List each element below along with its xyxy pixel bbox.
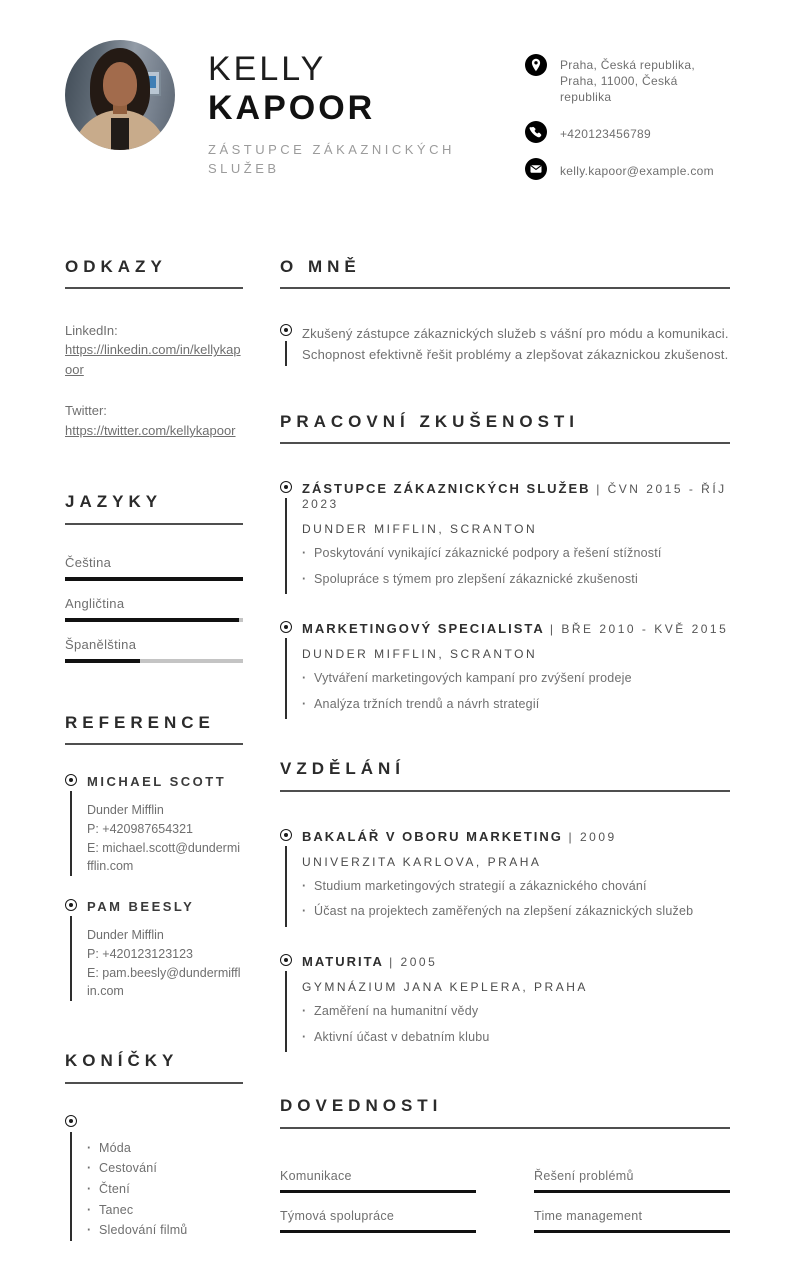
entry-marker — [280, 480, 302, 594]
entry-timeline — [70, 916, 72, 1001]
about-entry — [280, 323, 730, 366]
job-title: ZÁSTUPCE ZÁKAZNICKÝCH SLUŽEB — [208, 142, 455, 177]
section-languages — [65, 492, 243, 662]
profile-photo — [65, 40, 175, 150]
experience-bullet: · Vytváření marketingových kampaní pro zvýšení prodeje — [302, 668, 730, 689]
experience-dates: | ČVN 2015 - ŘÍJ 2023 — [302, 481, 727, 511]
references-body — [65, 773, 243, 1001]
experience-company: DUNDER MIFFLIN, SCRANTON — [302, 647, 538, 662]
skill-item: Komunikace — [280, 1169, 476, 1193]
contact-email-row — [525, 158, 730, 180]
education-bullet: · Účast na projektech zaměřených na zlepšení zákaznických služeb — [302, 901, 730, 922]
language-name: Angličtina — [65, 595, 125, 611]
reference-entry — [65, 773, 243, 876]
education-bullets — [302, 876, 730, 922]
entry-timeline — [285, 638, 287, 719]
linkedin-label: LinkedIn: — [65, 322, 118, 338]
reference-company: Dunder Mifflin — [87, 928, 164, 943]
experience-bullets — [302, 543, 730, 589]
circle-dot-icon — [280, 621, 292, 633]
experience-bullet: · Poskytování vynikající zákaznické podpory a řešení stížností — [302, 543, 730, 564]
languages-section-title: JAZYKY — [65, 492, 243, 524]
reference-phone: P: +420987654321 — [87, 821, 194, 836]
about-body — [280, 323, 730, 366]
header — [65, 40, 730, 195]
skill-item: Týmová spolupráce — [280, 1209, 476, 1233]
references-section-title: REFERENCE — [65, 713, 243, 745]
education-dates: | 2005 — [389, 955, 438, 970]
circle-dot-icon — [280, 829, 292, 841]
education-dates: | 2009 — [568, 829, 617, 844]
circle-dot-icon — [65, 774, 77, 786]
name-block — [208, 40, 470, 179]
education-degree-line — [302, 953, 730, 969]
reference-email: E: pam.beesly@dundermifflin.com — [87, 965, 241, 999]
education-content — [302, 828, 730, 927]
circle-dot-icon — [280, 481, 292, 493]
experience-dates: | BŘE 2010 - KVĚ 2015 — [549, 622, 729, 637]
section-references — [65, 713, 243, 1001]
language-name: Španělština — [65, 636, 137, 652]
entry-marker — [280, 323, 302, 366]
education-bullet: · Zaměření na humanitní vědy — [302, 1001, 730, 1022]
first-name: KELLY — [208, 50, 327, 88]
hobbies-section-title: KONÍČKY — [65, 1051, 243, 1083]
twitter-link[interactable]: https://twitter.com/kellykapoor — [65, 422, 236, 438]
education-bullet: · Aktivní účast v debatním klubu — [302, 1027, 730, 1048]
hobbies-list — [87, 1138, 243, 1241]
hobbies-content — [87, 1114, 243, 1241]
education-bullets — [302, 1001, 730, 1047]
language-bar-fill — [65, 618, 239, 622]
hobby-item: · Cestování — [87, 1158, 243, 1179]
phone-text: +420123456789 — [560, 126, 651, 141]
entry-marker — [65, 898, 87, 1001]
skill-item: Time management — [534, 1209, 730, 1233]
education-degree: MATURITA — [302, 954, 384, 970]
experience-company: DUNDER MIFFLIN, SCRANTON — [302, 521, 538, 536]
language-bar-track — [65, 618, 243, 622]
hobby-item: · Móda — [87, 1138, 243, 1159]
education-entry — [280, 828, 730, 927]
hobbies-body — [65, 1114, 243, 1241]
location-pin-icon — [525, 54, 547, 76]
language-item — [65, 596, 243, 622]
reference-name: PAM BEESLY — [87, 899, 195, 915]
experience-bullets — [302, 668, 730, 714]
photo-shirt — [111, 118, 129, 150]
experience-role: ZÁSTUPCE ZÁKAZNICKÝCH SLUŽEB — [302, 480, 591, 496]
experience-role: MARKETINGOVÝ SPECIALISTA — [302, 621, 545, 637]
education-school: GYMNÁZIUM JANA KEPLERA, PRAHA — [302, 980, 588, 995]
section-hobbies — [65, 1051, 243, 1241]
about-section-title: O MNĚ — [280, 257, 730, 289]
experience-section-title: PRACOVNÍ ZKUŠENOSTI — [280, 412, 730, 444]
entry-timeline — [285, 498, 287, 594]
reference-phone: P: +420123123123 — [87, 946, 194, 961]
last-name: KAPOOR — [208, 89, 376, 128]
left-column — [65, 257, 243, 1263]
skills-section-title: DOVEDNOSTI — [280, 1096, 730, 1128]
education-body — [280, 828, 730, 1053]
entry-marker — [65, 773, 87, 876]
education-degree-line — [302, 828, 730, 844]
section-experience — [280, 412, 730, 720]
language-bar-fill — [65, 577, 243, 581]
language-bar-track — [65, 659, 243, 663]
language-bar-fill — [65, 659, 140, 663]
entry-timeline — [70, 1132, 72, 1241]
experience-role-line — [302, 620, 730, 636]
entry-marker — [280, 828, 302, 927]
reference-content — [87, 898, 243, 1001]
body-columns — [65, 257, 730, 1263]
hobby-item: · Sledování filmů — [87, 1220, 243, 1241]
entry-timeline — [285, 341, 287, 366]
entry-timeline — [285, 846, 287, 927]
links-section-title: ODKAZY — [65, 257, 243, 289]
reference-entry — [65, 898, 243, 1001]
photo-face — [103, 62, 137, 106]
circle-dot-icon — [65, 1115, 77, 1127]
hobbies-entry — [65, 1114, 243, 1241]
twitter-label: Twitter: — [65, 403, 107, 419]
links-body — [65, 321, 243, 441]
entry-marker — [280, 953, 302, 1052]
experience-body — [280, 480, 730, 720]
reference-name: MICHAEL SCOTT — [87, 774, 227, 790]
entry-timeline — [70, 791, 72, 876]
circle-dot-icon — [280, 954, 292, 966]
language-bar-track — [65, 577, 243, 581]
circle-dot-icon — [280, 324, 292, 336]
section-about — [280, 257, 730, 366]
experience-entry — [280, 480, 730, 594]
phone-icon — [525, 121, 547, 143]
education-degree: BAKALÁŘ V OBORU MARKETING — [302, 828, 563, 844]
section-skills — [280, 1096, 730, 1232]
linkedin-link[interactable]: https://linkedin.com/in/kellykapoor — [65, 342, 241, 377]
experience-role-line — [302, 480, 730, 511]
education-section-title: VZDĚLÁNÍ — [280, 759, 730, 791]
skill-item: Řešení problémů — [534, 1169, 730, 1193]
reference-details — [87, 926, 243, 1001]
education-bullet: · Studium marketingových strategií a zákaznického chování — [302, 876, 730, 897]
experience-content — [302, 620, 730, 719]
location-text: Praha, Česká republika, Praha, 11000, Česká republika — [560, 58, 695, 105]
contact-block — [525, 40, 730, 195]
section-education — [280, 759, 730, 1052]
reference-company: Dunder Mifflin — [87, 803, 164, 818]
education-entry — [280, 953, 730, 1052]
hobby-item: · Čtení — [87, 1179, 243, 1200]
reference-email: E: michael.scott@dundermifflin.com — [87, 840, 241, 874]
reference-content — [87, 773, 243, 876]
experience-bullet: · Analýza tržních trendů a návrh strategií — [302, 694, 730, 715]
section-links — [65, 257, 243, 441]
reference-details — [87, 801, 243, 876]
skills-grid — [280, 1169, 730, 1233]
language-name: Čeština — [65, 554, 112, 570]
languages-body — [65, 555, 243, 663]
experience-content — [302, 480, 730, 594]
entry-timeline — [285, 971, 287, 1052]
about-text: Zkušený zástupce zákaznických služeb s vášní pro módu a komunikaci. Schopnost efektivně řešit problémy a zlepšovat zákaznickou zkušenost. — [302, 325, 729, 362]
language-item — [65, 637, 243, 663]
experience-entry — [280, 620, 730, 719]
education-content — [302, 953, 730, 1052]
email-text: kelly.kapoor@example.com — [560, 163, 714, 178]
circle-dot-icon — [65, 899, 77, 911]
entry-marker — [280, 620, 302, 719]
language-item — [65, 555, 243, 581]
link-item-linkedin — [65, 321, 243, 380]
experience-bullet: · Spolupráce s týmem pro zlepšení zákaznické zkušenosti — [302, 569, 730, 590]
education-school: UNIVERZITA KARLOVA, PRAHA — [302, 854, 542, 869]
contact-location-row — [525, 54, 730, 106]
entry-marker — [65, 1114, 87, 1241]
envelope-icon — [525, 158, 547, 180]
link-item-twitter — [65, 401, 243, 440]
hobby-item: · Tanec — [87, 1200, 243, 1221]
contact-phone-row — [525, 121, 730, 143]
right-column — [280, 257, 730, 1263]
